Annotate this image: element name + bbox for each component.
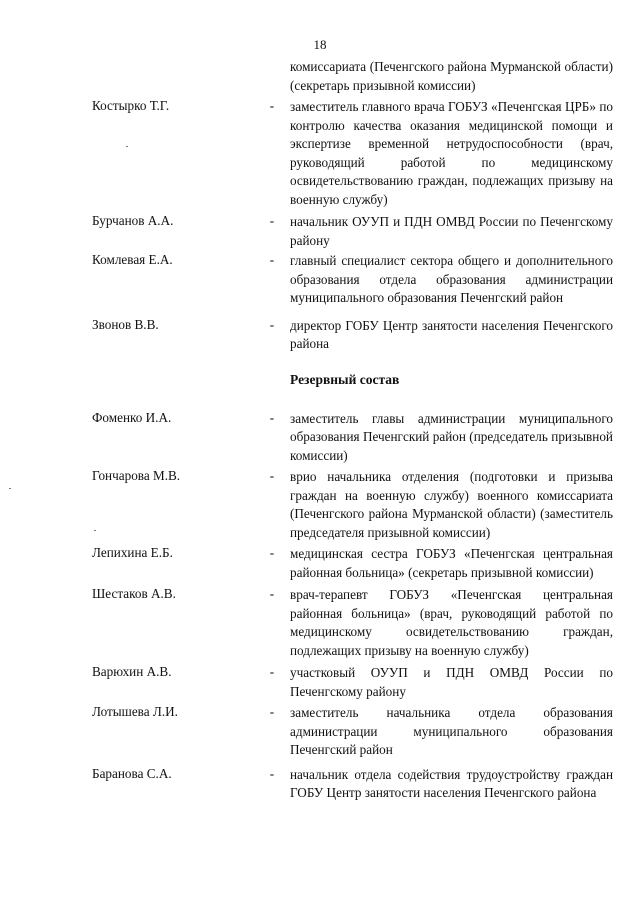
member-dash: - <box>269 704 275 719</box>
continuation-text: комиссариата (Печенгского района Мурманской области) (секретарь призывной комиссии) <box>290 59 613 93</box>
member-dash: - <box>269 98 275 113</box>
reserve-member-entry <box>92 468 614 542</box>
reserve-member-entry <box>92 586 614 660</box>
page-number: 18 <box>313 37 327 52</box>
member-entry <box>92 213 614 250</box>
member-dash: - <box>269 213 275 228</box>
member-entry <box>92 252 614 308</box>
member-dash: - <box>269 409 275 425</box>
member-name: Варюхин А.В. <box>92 664 172 679</box>
member-position: заместитель главного врача ГОБУЗ «Печенгская ЦРБ» по контролю качества оказания медицинской помощи и экспертизе временной нетрудоспособности (врач, руководящий работой по медицинскому освидетельствованию граждан, подлежащих призыву на военную службу) <box>290 99 613 207</box>
member-name: Бурчанов А.А. <box>92 213 174 228</box>
member-position: начальник ОУУП и ПДН ОМВД России по Печенгскому району <box>290 214 613 248</box>
member-name: Звонов В.В. <box>92 316 159 332</box>
reserve-member-entry <box>92 545 614 582</box>
member-position: заместитель начальника отдела образования администрации муниципального образования Печенгский район <box>290 705 613 757</box>
member-name: Баранова С.А. <box>92 765 172 781</box>
member-entry <box>92 98 614 209</box>
member-dash: - <box>269 664 275 679</box>
member-position: директор ГОБУ Центр занятости населения Печенгского района <box>290 317 613 351</box>
scan-speck <box>126 146 128 147</box>
reserve-section-title: Резервный состав <box>290 371 400 387</box>
member-dash: - <box>269 545 275 560</box>
reserve-member-entry <box>92 664 614 701</box>
continuation-entry <box>92 58 614 95</box>
member-dash: - <box>269 468 275 483</box>
scan-speck <box>94 530 96 531</box>
member-position: главный специалист сектора общего и дополнительного образования отдела образования администрации муниципального образования Печенгский район <box>290 253 613 305</box>
member-position: участковый ОУУП и ПДН ОМВД России по Печенгскому району <box>290 665 613 699</box>
reserve-member-entry <box>92 704 614 760</box>
commission-list <box>0 58 640 803</box>
reserve-member-entry <box>92 410 614 466</box>
member-name: Фоменко И.А. <box>92 409 172 425</box>
member-dash: - <box>269 316 275 332</box>
member-dash: - <box>269 765 275 781</box>
member-name: Гончарова М.В. <box>92 468 181 483</box>
member-name: Комлевая Е.А. <box>92 252 173 267</box>
member-entry <box>92 317 614 354</box>
member-dash: - <box>269 586 275 601</box>
scan-speck <box>9 488 11 489</box>
reserve-member-entry <box>92 766 614 803</box>
member-position: начальник отдела содействия трудоустройству граждан ГОБУ Центр занятости населения Печенгского района <box>290 766 613 800</box>
member-name: Шестаков А.В. <box>92 586 176 601</box>
member-dash: - <box>269 252 275 267</box>
member-position: врач-терапевт ГОБУЗ «Печенгская центральная районная больница» (врач, руководящий работой по медицинскому освидетельствованию граждан, подлежащих призыву на военную службу) <box>290 587 613 658</box>
member-position: врио начальника отделения (подготовки и призыва граждан на военную службу) военного комиссариата (Печенгского района Мурманской области) (заместитель председателя призывной комиссии) <box>290 469 613 540</box>
member-name: Лепихина Е.Б. <box>92 545 173 560</box>
member-position: заместитель главы администрации муниципального образования Печенгский район (председатель призывной комиссии) <box>290 410 613 463</box>
member-position: медицинская сестра ГОБУЗ «Печенгская центральная районная больница» (секретарь призывной комиссии) <box>290 546 613 580</box>
member-name: Костырко Т.Г. <box>92 98 170 113</box>
member-name: Лотышева Л.И. <box>92 704 178 719</box>
